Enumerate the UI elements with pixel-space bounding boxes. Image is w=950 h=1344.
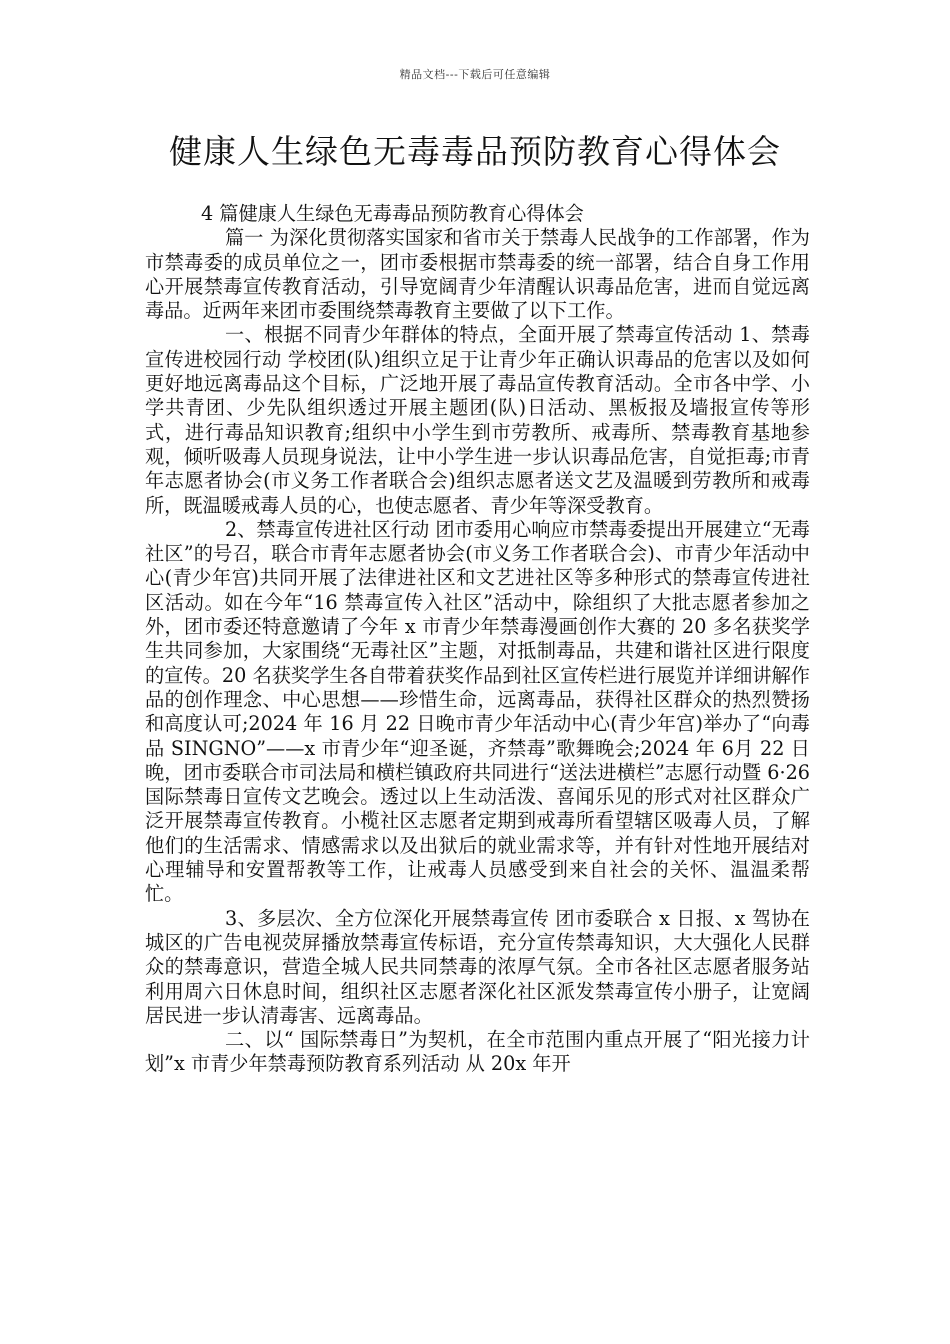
paragraph-3: 2、禁毒宣传进社区行动 团市委用心响应市禁毒委提出开展建立“无毒社区”的号召，联合市青年志愿者协会(市义务工作者联合会)、市青少年活动中心(青少年宫)共同开展了法律进社区和文艺进社区等多种形式的禁毒宣传进社区活动。如在今年“16 禁毒宣传入社区”活动中，除组织了大批志愿者参加之外，团市委还特意邀请了今年 x 市青少年禁毒漫画创作大赛的 20 多名获奖学生共同参加，大家围绕“无毒社区”主题，对抵制毒品，共建和谐社区进行限度的宣传。20 名获奖学生各自带着获奖作品到社区宣传栏进行展览并详细讲解作品的创作理念、中心思想——珍惜生命，远离毒品，获得社区群众的热烈赞扬和高度认可;2024 年 16 月 22 日晚市青少年活动中心(青少年宫)举办了“向毒品 SINGNO”——x 市青少年“迎圣诞，齐禁毒”歌舞晚会;2024 年 6月 22 日晚，团市委联合市司法局和横栏镇政府共同进行“送法进横栏”志愿行动暨 6·26 国际禁毒日宣传文艺晚会。透过以上生动活泼、喜闻乐见的形式对社区群众广泛开展禁毒宣传教育。小榄社区志愿者定期到戒毒所看望辖区吸毒人员，了解他们的生活需求、情感需求以及出狱后的就业需求等，并有针对性地开展结对心理辅导和安置帮教等工作，让戒毒人员感受到来自社会的关怀、温温柔帮忙。 xyxy=(145,517,810,906)
paragraph-2: 一、根据不同青少年群体的特点，全面开展了禁毒宣传活动 1、禁毒宣传进校园行动 学校团(队)组织立足于让青少年正确认识毒品的危害以及如何更好地远离毒品这个目标，广泛地开展了毒品宣传教育活动。全市各中学、小学共青团、少先队组织透过开展主题团(队)日活动、黑板报及墙报宣传等形式，进行毒品知识教育;组织中小学生到市劳教所、戒毒所、禁毒教育基地参观，倾听吸毒人员现身说法，让中小学生进一步认识毒品危害，自觉拒毒;市青年志愿者协会(市义务工作者联合会)组织志愿者送文艺及温暖到劳教所和戒毒所，既温暖戒毒人员的心，也使志愿者、青少年等深受教育。 xyxy=(145,323,810,517)
paragraph-1: 篇一 为深化贯彻落实国家和省市关于禁毒人民战争的工作部署，作为市禁毒委的成员单位之一，团市委根据市禁毒委的统一部署，结合自身工作用心开展禁毒宣传教育活动，引导宽阔青少年清醒认识毒品危害，进而自觉远离毒品。近两年来团市委围绕禁毒教育主要做了以下工作。 xyxy=(145,226,810,323)
paragraph-5: 二、以“ 国际禁毒日”为契机，在全市范围内重点开展了“阳光接力计划”x 市青少年禁毒预防教育系列活动 从 20x 年开 xyxy=(145,1028,810,1076)
intro-line: 4 篇健康人生绿色无毒毒品预防教育心得体会 xyxy=(201,202,584,225)
document-body xyxy=(145,202,810,1077)
document-title: 健康人生绿色无毒毒品预防教育心得体会 xyxy=(169,132,781,171)
paragraph-4: 3、多层次、全方位深化开展禁毒宣传 团市委联合 x 日报、x 驾协在城区的广告电视荧屏播放禁毒宣传标语，充分宣传禁毒知识，大大强化人民群众的禁毒意识，营造全城人民共同禁毒的浓厚气氛。全市各社区志愿者服务站利用周六日休息时间，组织社区志愿者深化社区派发禁毒宣传小册子，让宽阔居民进一步认清毒害、远离毒品。 xyxy=(145,906,810,1027)
header-note: 精品文档---下载后可任意编辑 xyxy=(399,68,551,81)
